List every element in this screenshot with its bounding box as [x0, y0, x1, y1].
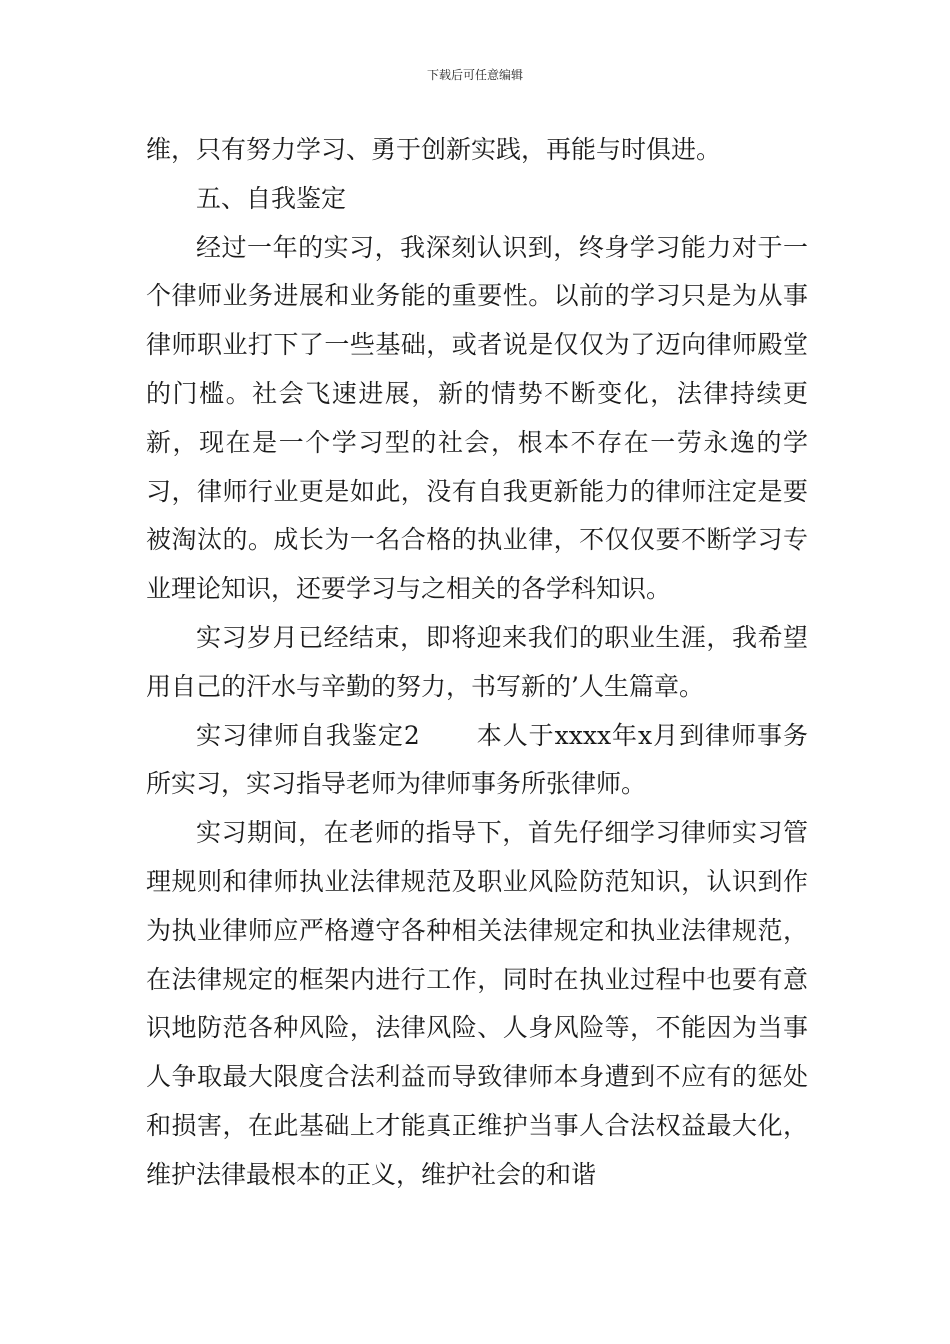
- paragraph-lifelong-learning: 经过一年的实习，我深刻认识到，终身学习能力对于一个律师业务进展和业务能的重要性。以前的学习只是为从事律师职业打下了一些基础，或者说是仅仅为了迈向律师殿堂的门槛。社会飞速进展，新的情势不断变化，法律持续更新，现在是一个学习型的社会，根本不存在一劳永逸的学习，律师行业更是如此，没有自我更新能力的律师注定是要被淘汰的。成长为一名合格的执业律，不仅仅要不断学习专业理论知识，还要学习与之相关的各学科知识。: [146, 232, 808, 604]
- paragraph-career-outlook: 实习岁月已经结束，即将迎来我们的职业生涯，我希望用自己的汗水与辛勤的努力，书写新的’人生篇章。: [146, 622, 808, 701]
- assessment-2-title: 实习律师自我鉴定2: [196, 720, 420, 750]
- paragraph-assessment-2: [146, 712, 808, 810]
- section-heading-self-assessment: 五、自我鉴定: [196, 183, 347, 213]
- assessment-2-intro: 本人于xxxx年x月到律师事务所实习，实习指导老师为律师事务所张律师。: [146, 720, 808, 799]
- paragraph-internship-period: 实习期间，在老师的指导下，首先仔细学习律师实习管理规则和律师执业法律规范及职业风险防范知识，认识到作为执业律师应严格遵守各种相关法律规定和执业法律规范，在法律规定的框架内进行工作，同时在执业过程中也要有意识地防范各种风险，法律风险、人身风险等，不能因为当事人争取最大限度合法利益而导致律师本身遭到不应有的惩处和损害，在此基础上才能真正维护当事人合法权益最大化，维护法律最根本的正义，维护社会的和谐: [146, 818, 808, 1189]
- page-header: 下载后可任意编辑: [426, 68, 523, 82]
- paragraph-continuation: 维，只有努力学习、勇于创新实践，再能与时俱进。: [146, 135, 722, 164]
- document-body: [146, 126, 808, 1200]
